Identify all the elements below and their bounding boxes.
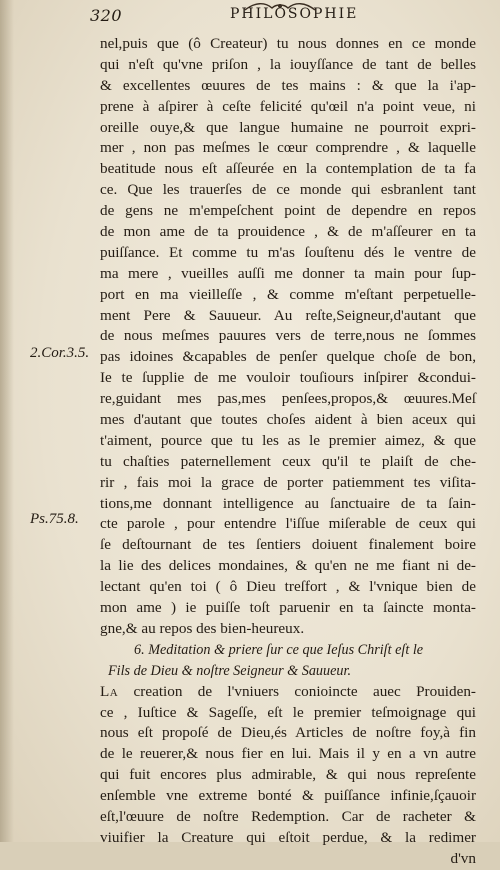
text-line: eſt,l'œuure de noſtre Redemption. Car de racheter &	[100, 807, 476, 825]
text-line: & excellentes œuures de tes mains : & que la i'ap-	[100, 76, 476, 94]
section-title: Fils de Dieu & noſtre Seigneur & Sauueur.	[108, 662, 351, 679]
catchword: d'vn	[450, 849, 476, 867]
text-line: beatitude nous eſt aſſeurée en la contemplation de ta fa	[100, 160, 476, 178]
text-line: prene à aſpirer à ceſte felicité qu'œil n'a point veue, ni	[100, 97, 476, 115]
text-line: de mon ame de ta prouidence , & de m'aſſeurer en ta	[100, 223, 476, 241]
text-line-rest: creation de l'vniuers conioincte auec Prouiden-	[133, 682, 476, 700]
text-line: mer , non pas meſmes le cœur comprendre , & laquelle	[100, 139, 476, 157]
text-line: re,guidant mes pas,mes penſees,propos,& œuures.Meſ	[100, 390, 476, 408]
text-line: enſemble vne extreme bonté & puiſſance infinie,ſçauoir	[100, 787, 476, 805]
margin-note-reference: Ps.75.8.	[30, 511, 79, 527]
text-line: t'aiment, pource que tu les as le premier aimez, & que	[100, 431, 476, 449]
text-line: rir , fais moi la grace de porter patiemment tes viſita-	[100, 473, 476, 491]
text-line: nous eſt propoſé de Dieu,és Articles de noſtre foy,à fin	[100, 724, 476, 742]
initial-word: La	[100, 682, 119, 700]
text-line: viuifier la Creature qui eſtoit perdue, & la redimer	[100, 828, 476, 846]
text-line: port en ma vieilleſſe , & comme m'eſtant perpetuelle-	[100, 285, 476, 303]
text-line: Ie te ſupplie de me vouloir touſiours inſpirer &condui-	[100, 369, 476, 387]
text-line: ce , Iuſtice & Sageſſe, eſt le premier teſmoignage qui	[100, 703, 476, 721]
text-line: qui fuit encores plus admirable, & qui nous repreſente	[100, 766, 476, 784]
text-line: tu chaſties paternellement ceux qu'il te plaiſt de che-	[100, 452, 476, 470]
text-line: la lie des delices mondaines, & qu'en ne me fiant ni de-	[100, 557, 476, 575]
text-line: de le reuerer,& nous fier en lui. Mais il y en a vn autre	[100, 745, 476, 763]
body-text	[100, 34, 476, 870]
page-header	[90, 4, 460, 30]
text-line: mon ame ) ie puiſſe toſt paruenir en ta ſaincte monta-	[100, 599, 476, 617]
text-line: oreille ouye,& que langue humaine ne pourroit expri-	[100, 118, 476, 136]
text-line: nel,puis que (ô Createur) tu nous donnes en ce monde	[100, 35, 476, 52]
text-line: ſe deſtournant de tes ſentiers doiuent finalement boire	[100, 536, 476, 554]
running-head: PHILOSOPHIE	[230, 6, 359, 22]
page-number: 320	[90, 6, 123, 25]
text-line: ma mere , vueilles auſſi me donner ta main pour ſup-	[100, 264, 476, 282]
text-line: gne,& au repos des bien-heureux.	[100, 619, 305, 637]
text-line: qui n'eſt qu'vne priſon , la iouyſſance de tant de belles	[100, 55, 476, 73]
section-title: 6. Meditation & priere ſur ce que Ieſus Chriſt eſt le	[134, 641, 424, 658]
text-line	[100, 682, 476, 703]
text-line: cte parole , pour entendre l'iſſue miſerable de ceux qui	[100, 515, 476, 533]
text-line: puiſſance. Et comme tu m'as ſouſtenu dés le ventre de	[100, 243, 476, 261]
text-line: de gens ne m'empeſchent point de dependre en repos	[100, 202, 476, 220]
text-line: de nous meſmes pauures vers de terre,nous ne ſommes	[100, 327, 476, 345]
text-line: pas idoines &capables de penſer quelque choſe de bon,	[100, 348, 476, 366]
text-line: tions,me donnant intelligence au ſanctuaire de ta ſain-	[100, 494, 476, 512]
text-line: lectant qu'en toi ( ô Dieu treſfort , & l'vnique bien de	[100, 578, 476, 596]
text-line: ment Pere & Sauueur. Au reſte,Seigneur,d'autant que	[100, 306, 476, 324]
text-line: mes d'autant que toutes choſes aident à bien aceux qui	[100, 411, 476, 429]
text-line: ce. Que les trauerſes de ce monde qui esbranlent tant	[100, 181, 476, 199]
margin-note-reference: 2.Cor.3.5.	[30, 345, 90, 361]
